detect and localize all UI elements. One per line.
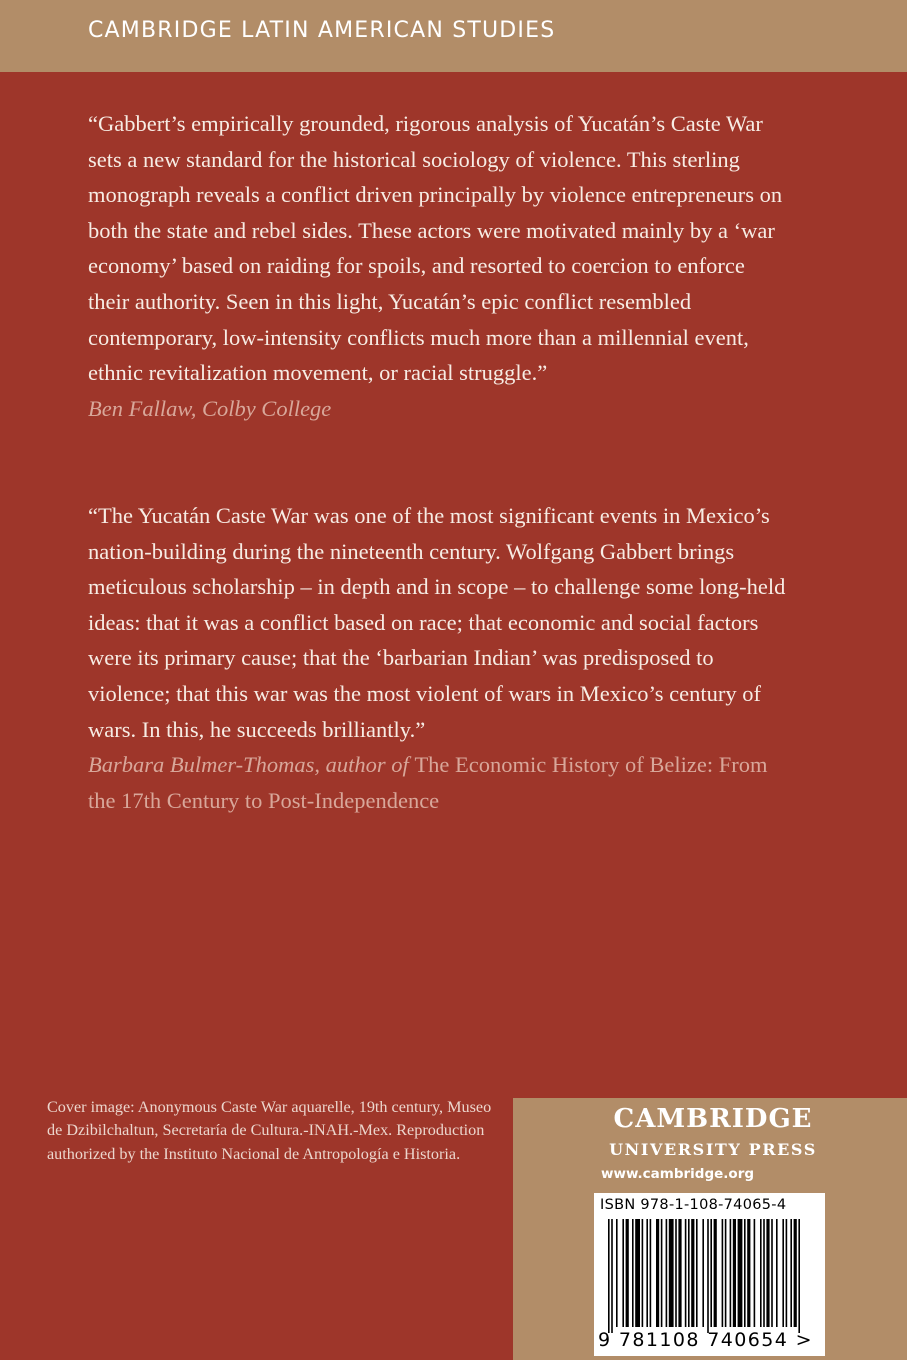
barcode-bar — [794, 1219, 797, 1327]
barcode-bar — [632, 1219, 634, 1327]
barcode-bar — [766, 1219, 769, 1327]
barcode-bar — [626, 1219, 629, 1327]
barcode-bar — [608, 1219, 610, 1333]
reviewer-work-title: The Economic History of Belize: From the 17th Century to Post-Independence — [88, 752, 768, 813]
isbn-label: ISBN 978-1-108-74065-4 — [600, 1197, 787, 1213]
cover-image-credit: Cover image: Anonymous Caste War aquarelle, 19th century, Museo de Dzibilchaltun, Secretaría de Cultura.-INAH.-Mex. Reproduction authorized by the Instituto Nacional de Antropología e Historia. — [47, 1098, 492, 1163]
barcode-bar — [696, 1219, 698, 1327]
publisher-logo-name: CAMBRIDGE — [613, 1104, 813, 1134]
series-title: CAMBRIDGE LATIN AMERICAN STUDIES — [88, 18, 556, 43]
barcode-bar — [710, 1219, 712, 1327]
barcode-bar — [714, 1219, 717, 1327]
barcode-bar — [763, 1219, 765, 1327]
review-quote-2: “The Yucatán Caste War was one of the most significant events in Mexico’s nation-building during the nineteenth century. Wolfgang Gabbert brings meticulous scholarship – in depth and in scope – to challenge some long-held ideas: that it was a conflict based on race; that economic and social factors were its primary cause; that the ‘barbarian Indian’ was predisposed to violence; that this war was the most violent of wars in Mexico’s century of wars. In this, he succeeds brilliantly.” — [88, 503, 786, 742]
barcode-bar — [642, 1219, 644, 1327]
barcode-bar — [733, 1219, 736, 1327]
barcode-bar — [666, 1219, 668, 1327]
barcode-bar — [622, 1219, 624, 1327]
barcode-bar — [754, 1219, 756, 1327]
barcode-bar — [678, 1219, 681, 1327]
review-blurb-2 — [88, 498, 788, 818]
review-attribution-1: Ben Fallaw, Colby College — [88, 395, 332, 421]
barcode-bar — [722, 1219, 724, 1327]
barcode-bar — [675, 1219, 677, 1327]
barcode-bar — [669, 1219, 674, 1327]
barcode-bar — [725, 1219, 727, 1327]
barcode-bar — [776, 1219, 778, 1327]
barcode-digits: 9 781108 740654 > — [598, 1329, 813, 1351]
barcode-bar — [646, 1219, 648, 1327]
review-blurb-1 — [88, 106, 788, 426]
review-quote-1: “Gabbert’s empirically grounded, rigorous analysis of Yucatán’s Caste War sets a new standard for the historical sociology of violence. This sterling monograph reveals a conflict driven principally by violence entrepreneurs on both the state and rebel sides. These actors were motivated mainly by a ‘war economy’ based on raiding for spoils, and resorted to coercion to enforce their authority. Seen in this light, Yucatán’s epic conflict resembled contemporary, low-intensity conflicts much more than a millennial event, ethnic revitalization movement, or racial struggle.” — [88, 111, 783, 386]
barcode-bar — [685, 1219, 687, 1327]
barcode-bar — [747, 1219, 750, 1327]
barcode-bar — [611, 1219, 613, 1333]
barcode-bar — [650, 1219, 652, 1327]
barcode-bar — [702, 1219, 704, 1327]
barcode-bar — [688, 1219, 690, 1327]
series-header-band — [0, 0, 907, 72]
barcode-bar — [656, 1219, 659, 1327]
publisher-logo-subname: UNIVERSITY PRESS — [609, 1140, 817, 1159]
barcode-bar — [616, 1219, 618, 1327]
reviewer-name: Barbara Bulmer-Thomas, author of — [88, 752, 409, 778]
publisher-url: www.cambridge.org — [601, 1166, 755, 1182]
barcode-bar — [798, 1219, 800, 1333]
barcode-bar — [771, 1219, 773, 1327]
barcode-bar — [661, 1219, 663, 1327]
barcode-bar — [691, 1219, 694, 1327]
barcode-bar — [782, 1219, 784, 1327]
isbn-barcode — [594, 1193, 825, 1356]
barcode-bar — [635, 1219, 640, 1327]
barcode-bar — [744, 1219, 746, 1327]
barcode-bar — [738, 1219, 743, 1327]
barcode-bar — [786, 1219, 788, 1327]
review-attribution-2 — [88, 747, 788, 818]
barcode-bar — [707, 1219, 709, 1333]
barcode-bar — [760, 1219, 762, 1327]
barcode-bar — [730, 1219, 732, 1327]
publisher-panel — [513, 1098, 907, 1360]
barcode-bar — [790, 1219, 792, 1327]
